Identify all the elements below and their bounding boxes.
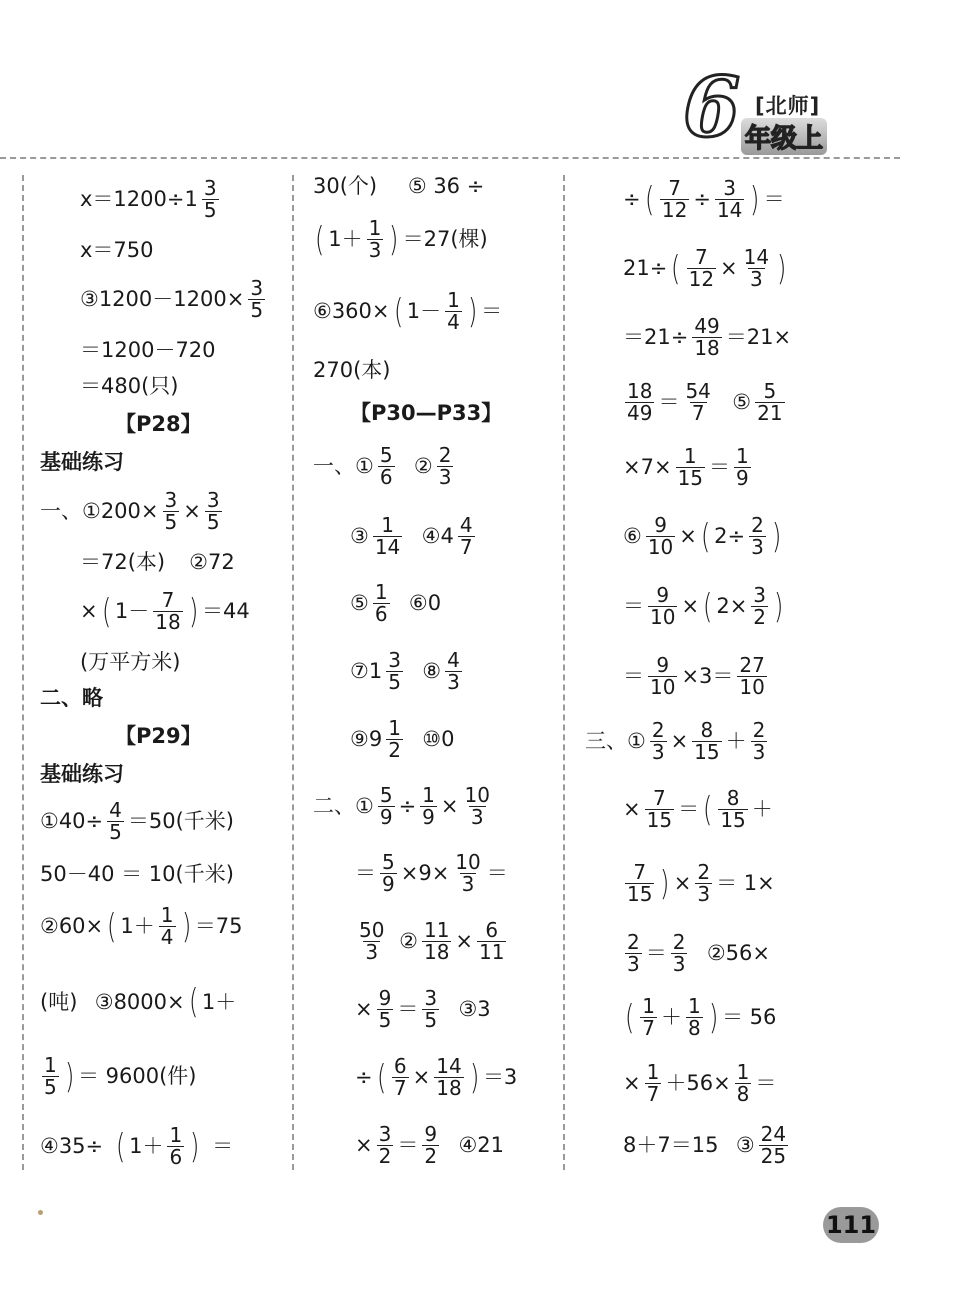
section-heading: 【P28】 — [115, 412, 202, 436]
answer-line: ÷ ( $\frac{7}{12}$ ÷ $\frac{3}{14}$ ) ＝ — [623, 176, 785, 223]
answer-line: × $\frac{3}{2}$ ＝ $\frac{9}{2}$ ④21 — [355, 1122, 504, 1169]
answer-line: x＝1200÷1 $\frac{3}{5}$ — [80, 176, 217, 223]
answer-line: 二、① $\frac{5}{9}$ ÷ $\frac{1}{9}$ × $\frac{10}{3}$ — [313, 783, 490, 830]
answer-line: 一、① $\frac{5}{6}$ ② $\frac{2}{3}$ — [313, 443, 452, 490]
answer-line: (吨) ③8000× ( 1＋ — [40, 982, 237, 1022]
answer-line: 270(本) — [313, 358, 391, 382]
answer-line: ×7× $\frac{1}{15}$ ＝ $\frac{1}{9}$ — [623, 444, 749, 491]
answer-line: × $\frac{9}{5}$ ＝ $\frac{3}{5}$ ③3 — [355, 986, 491, 1033]
answer-line: ④35÷ ( 1＋ $\frac{1}{6}$ ) ＝ — [40, 1123, 234, 1170]
section-heading: 基础练习 — [40, 450, 124, 474]
answer-line: ÷ ( $\frac{6}{7}$ × $\frac{14}{18}$ ) ＝3 — [355, 1054, 518, 1101]
column-divider — [292, 175, 294, 1170]
answer-line: $\frac{2}{3}$ ＝ $\frac{2}{3}$ ②56× — [627, 930, 770, 977]
section-heading: 基础练习 — [40, 762, 124, 786]
answer-line: ③ $\frac{1}{14}$ ④4 $\frac{4}{7}$ — [350, 513, 473, 560]
answer-line: × $\frac{1}{7}$ ＋56× $\frac{1}{8}$ ＝ — [623, 1060, 777, 1107]
section-heading: 【P30—P33】 — [350, 401, 503, 425]
answer-line: ②60× ( 1＋ $\frac{1}{4}$ ) ＝75 — [40, 903, 243, 950]
page-number: 111 — [823, 1207, 879, 1243]
section-heading: 二、略 — [40, 686, 103, 710]
answer-line: ①40÷ $\frac{4}{5}$ ＝50(千米) — [40, 798, 234, 845]
ink-dot — [38, 1210, 43, 1215]
column-divider — [563, 175, 565, 1170]
publisher-label: [北师] — [755, 94, 821, 118]
answer-line: 8＋7＝15 ③ $\frac{24}{25}$ — [623, 1122, 787, 1169]
answer-line: $\frac{7}{15}$ ) × $\frac{2}{3}$ ＝ 1× — [627, 860, 775, 907]
answer-line: × ( 1－ $\frac{7}{18}$ ) ＝44 — [80, 588, 250, 635]
answer-line: ＝21÷ $\frac{49}{18}$ ＝21× — [623, 314, 792, 361]
grade-number: 6 — [683, 60, 741, 156]
answer-line: ( $\frac{1}{7}$ ＋ $\frac{1}{8}$ ) ＝ 56 — [624, 994, 777, 1041]
answer-line: ＝ $\frac{5}{9}$ ×9× $\frac{10}{3}$ ＝ — [355, 850, 508, 897]
answer-line: ⑤ $\frac{1}{6}$ ⑥0 — [350, 580, 442, 627]
answer-line: × $\frac{7}{15}$ ＝ ( $\frac{8}{15}$ ＋ — [623, 786, 773, 833]
section-heading: 【P29】 — [115, 724, 202, 748]
answer-line: ⑥360× ( 1－ $\frac{1}{4}$ ) ＝ — [313, 288, 503, 335]
grade-badge — [683, 60, 853, 160]
column-divider — [22, 175, 24, 1170]
answer-line: 50－40 ＝ 10(千米) — [40, 862, 234, 886]
answer-line: 三、① $\frac{2}{3}$ × $\frac{8}{15}$ ＋ $\frac{2}{3}$ — [585, 718, 766, 765]
answer-line: x＝750 — [80, 238, 154, 262]
answer-line: 21÷ ( $\frac{7}{12}$ × $\frac{14}{3}$ ) — [623, 245, 787, 292]
answer-line: ＝ $\frac{9}{10}$ ×3＝ $\frac{27}{10}$ — [623, 653, 765, 700]
answer-line: 一、①200× $\frac{3}{5}$ × $\frac{3}{5}$ — [40, 488, 220, 535]
answer-line: ＝72(本) ②72 — [80, 550, 235, 574]
answer-line: $\frac{1}{5}$ ) ＝ 9600(件) — [44, 1053, 197, 1100]
answer-line: ⑦1 $\frac{3}{5}$ ⑧ $\frac{4}{3}$ — [350, 648, 460, 695]
answer-line: ＝480(只) — [80, 374, 179, 398]
answer-line: $\frac{50}{3}$ ② $\frac{11}{18}$ × $\frac{6}{11}$ — [359, 918, 505, 965]
answer-line: ⑥ $\frac{9}{10}$ × ( 2÷ $\frac{2}{3}$ ) — [623, 513, 782, 560]
answer-line: ③1200－1200× $\frac{3}{5}$ — [80, 276, 264, 323]
answer-line: ＝1200－720 — [80, 338, 216, 362]
answer-line: ＝ $\frac{9}{10}$ × ( 2× $\frac{3}{2}$ ) — [623, 583, 784, 630]
answer-line: (万平方米) — [80, 650, 181, 674]
grade-label: 年级上 — [741, 118, 827, 155]
answer-line: 30(个) ⑤ 36 ÷ — [313, 174, 485, 198]
answer-line: $\frac{18}{49}$ ＝ $\frac{54}{7}$ ⑤ $\frac{5}{21}$ — [627, 379, 783, 426]
answer-line: ⑨9 $\frac{1}{2}$ ⑩0 — [350, 716, 455, 763]
answer-line: ( 1＋ $\frac{1}{3}$ ) ＝27(棵) — [314, 216, 488, 263]
